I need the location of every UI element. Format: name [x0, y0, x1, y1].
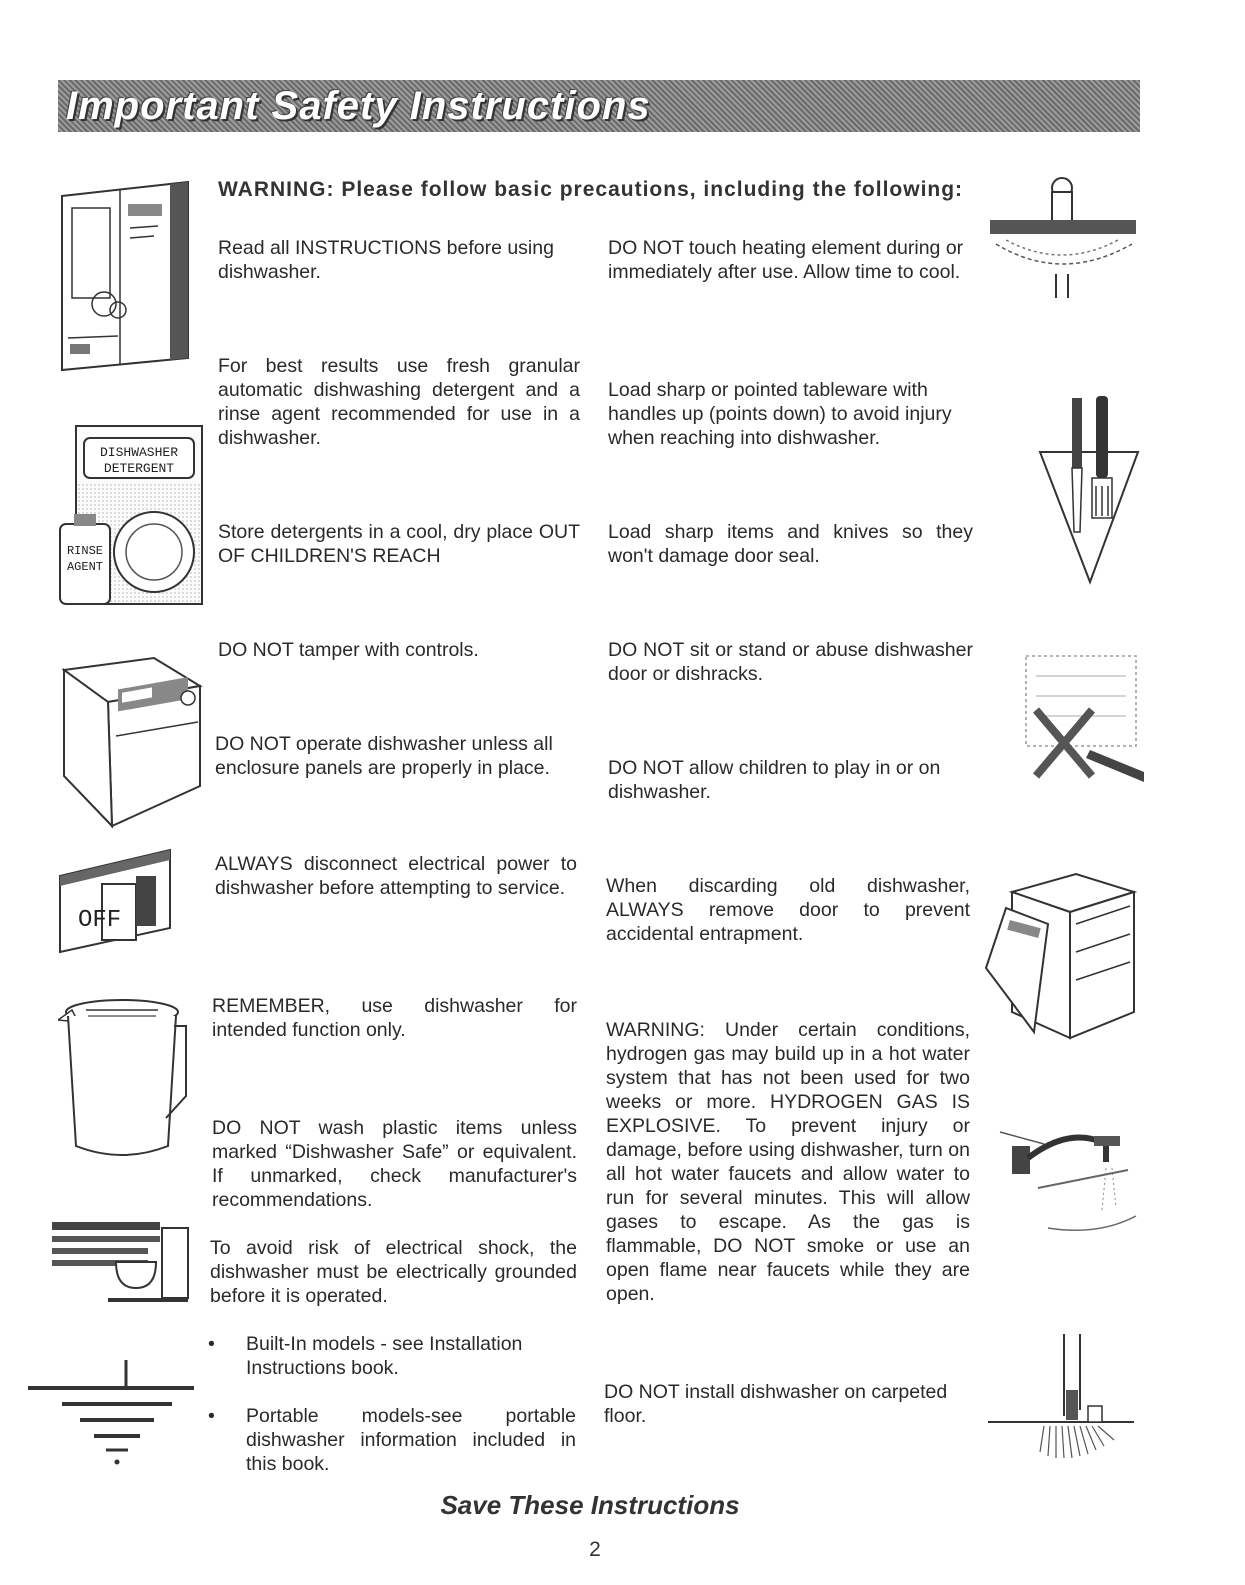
instruction-door-abuse: DO NOT sit or stand or abuse dishwasher door or dishracks.: [608, 639, 973, 685]
instruction-knives: Load sharp items and knives so they won't damage door seal.: [608, 521, 973, 567]
instruction-children: DO NOT allow children to play in or on dishwasher.: [608, 757, 941, 803]
instruction-hydrogen-gas: WARNING: Under certain conditions, hydrogen gas may build up in a hot water system that has not been used for two weeks or more. HYDROGEN GAS IS EXPLOSIVE. To prevent injury or damage, before using dishwasher, turn on all hot water faucets and allow water to run for several minutes. This will allow gases to escape. As the gas is flammable, DO NOT smoke or use an open flame near faucets while they are open.: [606, 1019, 970, 1305]
heating-element-icon: [986, 174, 1141, 304]
svg-text:RINSE: RINSE: [66, 544, 104, 558]
bullet-text: Built-In models - see Installation Instructions book.: [246, 1333, 523, 1379]
svg-text:OFF: OFF: [78, 907, 122, 934]
instruction-store-detergents: Store detergents in a cool, dry place OUT OF CHILDREN'S REACH: [218, 521, 580, 567]
manual-book-icon: [58, 178, 198, 373]
svg-text:DISHWASHER: DISHWASHER: [99, 445, 179, 460]
grounded-outlet-icon: [52, 1218, 192, 1313]
faucet-icon: [998, 1118, 1140, 1243]
carpeted-floor-icon: [984, 1330, 1139, 1480]
page-title: Important Safety Instructions: [66, 84, 651, 128]
instruction-detergent: For best results use fresh granular automatic dishwashing detergent and a rinse agent recommended for use in a dishwasher.: [218, 355, 580, 449]
ground-symbol-icon: [26, 1358, 196, 1473]
instruction-controls: DO NOT tamper with controls.: [218, 639, 479, 661]
page-number: 2: [589, 1538, 601, 1561]
instruction-enclosure-panels: DO NOT operate dishwasher unless all enclosure panels are properly in place.: [215, 733, 553, 779]
warning-heading: WARNING: Please follow basic precautions, including the following:: [218, 178, 964, 201]
instruction-disconnect-power: ALWAYS disconnect electrical power to dishwasher before attempting to service.: [215, 853, 577, 899]
bullet-text: Portable models-see portable dishwasher information included in this book.: [246, 1405, 576, 1475]
knife-fork-icon: [1036, 392, 1151, 587]
instruction-read-all: Read all INSTRUCTIONS before using dishwasher.: [218, 237, 554, 283]
save-instructions: Save These Instructions: [440, 1490, 740, 1520]
pitcher-icon: [58, 996, 193, 1166]
svg-text:AGENT: AGENT: [66, 560, 104, 574]
no-sitting-on-door-icon: [1006, 646, 1146, 796]
svg-text:DETERGENT: DETERGENT: [103, 461, 175, 476]
detergent-box-icon: [58, 424, 206, 609]
open-dishwasher-icon: [984, 872, 1142, 1044]
instruction-plastic-items: DO NOT wash plastic items unless marked “Dishwasher Safe” or equivalent. If unmarked, check manufacturer's recommendations.: [212, 1117, 577, 1211]
power-off-switch-icon: [58, 846, 178, 956]
bullet-portable: [208, 1404, 576, 1476]
instruction-heating-element: DO NOT touch heating element during or immediately after use. Allow time to cool.: [608, 237, 964, 283]
title-banner: [58, 80, 1140, 132]
instruction-sharp-tableware: Load sharp or pointed tableware with handles up (points down) to avoid injury when reaching into dishwasher.: [608, 379, 952, 449]
instruction-intended-function: REMEMBER, use dishwasher for intended function only.: [212, 995, 577, 1041]
instruction-grounding: To avoid risk of electrical shock, the dishwasher must be electrically grounded before it is operated.: [210, 1237, 577, 1307]
instruction-carpet: DO NOT install dishwasher on carpeted floor.: [604, 1381, 948, 1427]
bullet-dot: •: [208, 1405, 215, 1427]
bullet-built-in: [208, 1332, 576, 1380]
instruction-discard-door: When discarding old dishwasher, ALWAYS remove door to prevent accidental entrapment.: [606, 875, 970, 945]
bullet-dot: •: [208, 1333, 215, 1355]
dishwasher-controls-icon: [58, 656, 203, 831]
